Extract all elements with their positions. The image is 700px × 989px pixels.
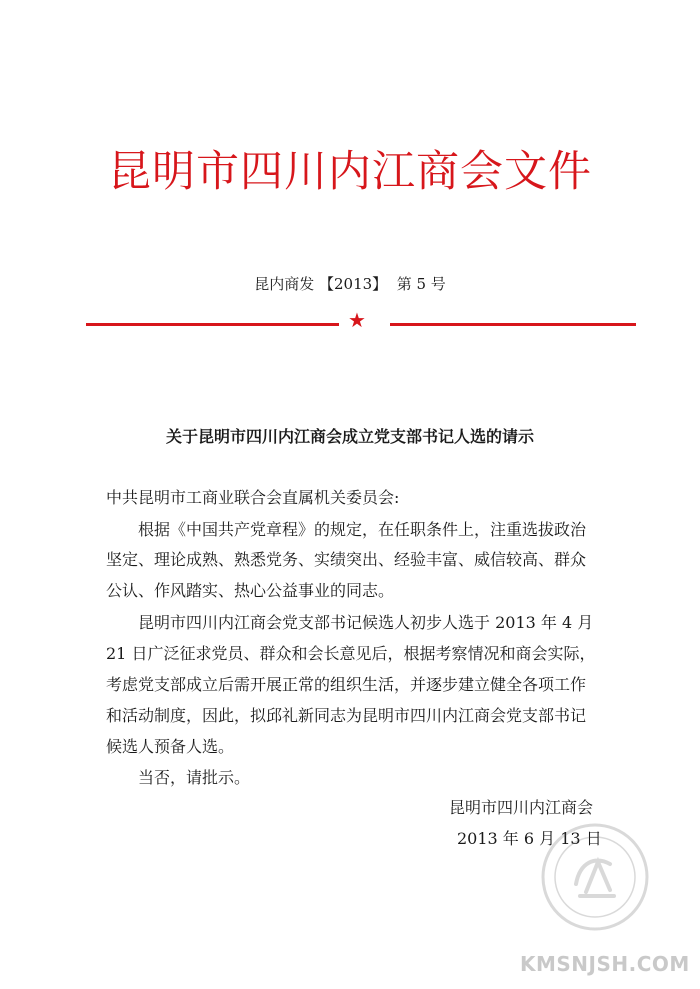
document-subject: 关于昆明市四川内江商会成立党支部书记人选的请示: [165, 427, 534, 446]
signoff-date: 2013 年 6 月 13 日: [457, 829, 602, 848]
seal-icon: [540, 822, 650, 932]
watermark: KMSNJSH.COM: [520, 952, 690, 976]
document-number: 昆内商发 【2013】 第 5 号: [254, 275, 446, 293]
paragraph-line: 和活动制度，因此，拟邱礼新同志为昆明市四川内江商会党支部书记: [106, 706, 587, 725]
paragraph-line: 昆明市四川内江商会党支部书记候选人初步人选于 2013 年 4 月: [138, 613, 594, 632]
paragraph-line: 候选人预备人选。: [106, 737, 235, 756]
paragraph-line: 根据《中国共产党章程》的规定，在任职条件上，注重选拔政治: [138, 520, 587, 539]
header-divider-right: [390, 323, 636, 326]
paragraph-line: 21 日广泛征求党员、群众和会长意见后，根据考察情况和商会实际，: [106, 644, 596, 663]
paragraph-line: 当否，请批示。: [138, 768, 251, 787]
salutation: 中共昆明市工商业联合会直属机关委员会:: [106, 488, 400, 507]
paragraph-line: 考虑党支部成立后需开展正常的组织生活，并逐步建立健全各项工作: [106, 675, 587, 694]
paragraph-line: 坚定、理论成熟、熟悉党务、实绩突出、经验丰富、威信较高、群众: [106, 550, 587, 569]
document-header-title: 昆明市四川内江商会文件: [108, 147, 592, 197]
header-divider-left: [86, 323, 339, 326]
paragraph-line: 公认、作风踏实、热心公益事业的同志。: [106, 581, 395, 600]
star-icon: ★: [348, 308, 366, 332]
signoff-organization: 昆明市四川内江商会: [449, 798, 594, 817]
